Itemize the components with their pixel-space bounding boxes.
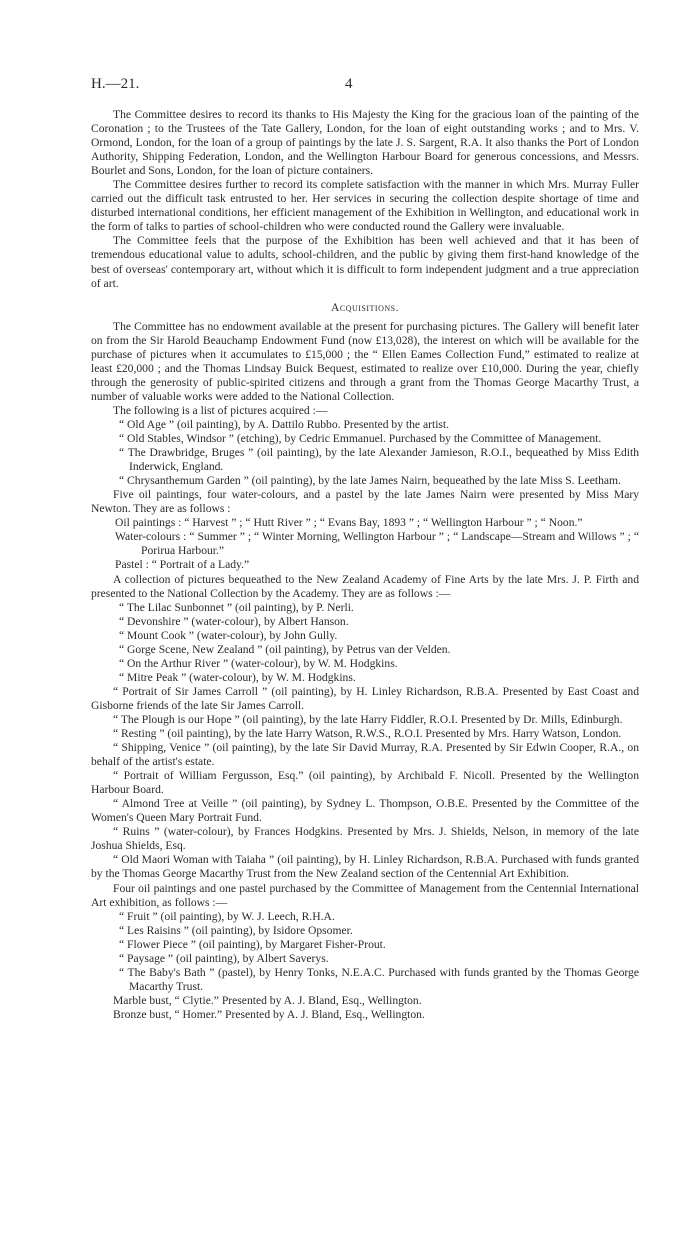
list-item: “ Old Stables, Windsor ” (etching), by Cedric Emmanuel. Purchased by the Committee of Management. (119, 432, 602, 446)
list-item: “ Gorge Scene, New Zealand ” (oil painting), by Petrus van der Velden. (119, 642, 451, 656)
list-item: Pastel : “ Portrait of a Lady.” (115, 558, 250, 572)
section-heading: Acquisitions. (331, 300, 399, 314)
list-item: “ Paysage ” (oil painting), by Albert Saverys. (119, 951, 329, 965)
list-item: “ Fruit ” (oil painting), by W. J. Leech, R.H.A. (119, 909, 335, 923)
list-item: “ The Plough is our Hope ” (oil painting), by the late Harry Fiddler, R.O.I. Presented by Dr. Mills, Edinburgh. (113, 712, 623, 726)
list-item: “ Les Raisins ” (oil painting), by Isidore Opsomer. (119, 923, 353, 937)
list-item: “ Devonshire ” (water-colour), by Albert Hanson. (119, 614, 349, 628)
list-item: “ Resting ” (oil painting), by the late Harry Watson, R.W.S., R.O.I. Presented by Mrs. Harry Watson, London. (113, 727, 622, 741)
list-item: “ Chrysanthemum Garden ” (oil painting), by the late James Nairn, bequeathed by the late Miss S. Leetham. (119, 474, 621, 488)
paragraph-thanks: The Committee desires to record its thanks to His Majesty the King for the gracious loan of the painting of the Coronation ; to the Trustees of the Tate Gallery, London, for the loan of eight outstanding works ; and to Mrs. V. Ormond, London, for the loan of a group of paintings by the late J. S. Sargent, R.A. It also thanks the Port of London Authority, Shipping Federation, London, and the Wellington Harbour Board for generous concessions, and Messrs. Bourlet and Sons, London, for the loan of picture containers. (91, 108, 639, 178)
list-item: “ The Drawbridge, Bruges ” (oil painting), by the late Alexander Jamieson, R.O.I., bequeathed by Miss Edith Inderwick, England. (119, 446, 639, 474)
list-item: “ Ruins ” (water-colour), by Frances Hodgkins. Presented by Mrs. J. Shields, Nelson, in memory of the late Joshua Shields, Esq. (91, 825, 639, 853)
list-item: “ Old Maori Woman with Taiaha ” (oil painting), by H. Linley Richardson, R.B.A. Purchased with funds granted by the Thomas George Macarthy Trust from the New Zealand section of the Centennial Art Exhibition. (91, 853, 639, 881)
list-item: Oil paintings : “ Harvest ” ; “ Hutt River ” ; “ Evans Bay, 1893 ” ; “ Wellington Harbour ” ; “ Noon.” (115, 516, 583, 530)
list-item: “ Shipping, Venice ” (oil painting), by the late Sir David Murray, R.A. Presented by Sir Edwin Cooper, R.A., on behalf of the artist's estate. (91, 741, 639, 769)
list-item: Bronze bust, “ Homer.” Presented by A. J. Bland, Esq., Wellington. (113, 1007, 425, 1021)
list-item: “ Almond Tree at Veille ” (oil painting), by Sydney L. Thompson, O.B.E. Presented by the Committee of the Women's Queen Mary Portrait Fund. (91, 797, 639, 825)
list-item: “ Portrait of William Fergusson, Esq.” (oil painting), by Archibald F. Nicoll. Presented by the Wellington Harbour Board. (91, 769, 639, 797)
list-item: “ On the Arthur River ” (water-colour), by W. M. Hodgkins. (119, 656, 398, 670)
list-item: “ Flower Piece ” (oil painting), by Margaret Fisher-Prout. (119, 937, 386, 951)
paragraph-purpose: The Committee feels that the purpose of the Exhibition has been well achieved and that it has been of tremendous educational value to adults, school-children, and the public by giving them first-hand knowledge of the best of overseas' contemporary art, without which it is difficult to form independent judgment and a true appreciation of art. (91, 234, 639, 290)
list-item: “ The Lilac Sunbonnet ” (oil painting), by P. Nerli. (119, 600, 354, 614)
list-item: Water-colours : “ Summer ” ; “ Winter Morning, Wellington Harbour ” ; “ Landscape—Stream and Willows ” ; “ Porirua Harbour.” (115, 530, 639, 558)
paragraph-satisfaction: The Committee desires further to record its complete satisfaction with the manner in which Mrs. Murray Fuller carried out the difficult task entrusted to her. Her services in securing the collection despite shortage of time and disturbed international conditions, her efficient management of the Exhibition in Wellington, and educational work in the form of talks to parties of school-children who were conducted round the Gallery were invaluable. (91, 178, 639, 234)
document-body (91, 108, 639, 1022)
report-reference: H.—21. (91, 76, 140, 92)
list-item: Marble bust, “ Clytie.” Presented by A. J. Bland, Esq., Wellington. (113, 993, 422, 1007)
page-number: 4 (345, 76, 353, 92)
list-intro: The following is a list of pictures acquired :— (113, 403, 328, 417)
list-item: “ Old Age ” (oil painting), by A. Dattilo Rubbo. Presented by the artist. (119, 417, 450, 431)
paragraph-endowment: The Committee has no endowment available at the present for purchasing pictures. The Gallery will benefit later on from the Sir Harold Beauchamp Endowment Fund (now £13,028), the interest on which will be available for the purchase of pictures when it accumulates to £15,000 ; the “ Ellen Eames Collection Fund,” estimated to realize at least £20,000 ; and the Thomas Lindsay Buick Bequest, estimated to realize over £10,000. During the year, chiefly through the generosity of public-spirited citizens and through a grant from the Thomas George Macarthy Trust, a number of valuable works were added to the National Collection. (91, 319, 639, 403)
list-item: “ Portrait of Sir James Carroll ” (oil painting), by H. Linley Richardson, R.B.A. Presented by East Coast and Gisborne friends of the late Sir James Carroll. (91, 684, 639, 712)
paragraph-nairn: Five oil paintings, four water-colours, and a pastel by the late James Nairn were presented by Miss Mary Newton. They are as follows : (91, 488, 639, 516)
list-item: “ Mitre Peak ” (water-colour), by W. M. Hodgkins. (119, 670, 356, 684)
paragraph-centennial: Four oil paintings and one pastel purchased by the Committee of Management from the Centennial International Art exhibition, as follows :— (91, 881, 639, 909)
list-item: “ Mount Cook ” (water-colour), by John Gully. (119, 628, 338, 642)
paragraph-firth: A collection of pictures bequeathed to the New Zealand Academy of Fine Arts by the late Mrs. J. P. Firth and presented to the National Collection by the Academy. They are as follows :— (91, 572, 639, 600)
list-item: “ The Baby's Bath ” (pastel), by Henry Tonks, N.E.A.C. Purchased with funds granted by the Thomas George Macarthy Trust. (119, 965, 639, 993)
